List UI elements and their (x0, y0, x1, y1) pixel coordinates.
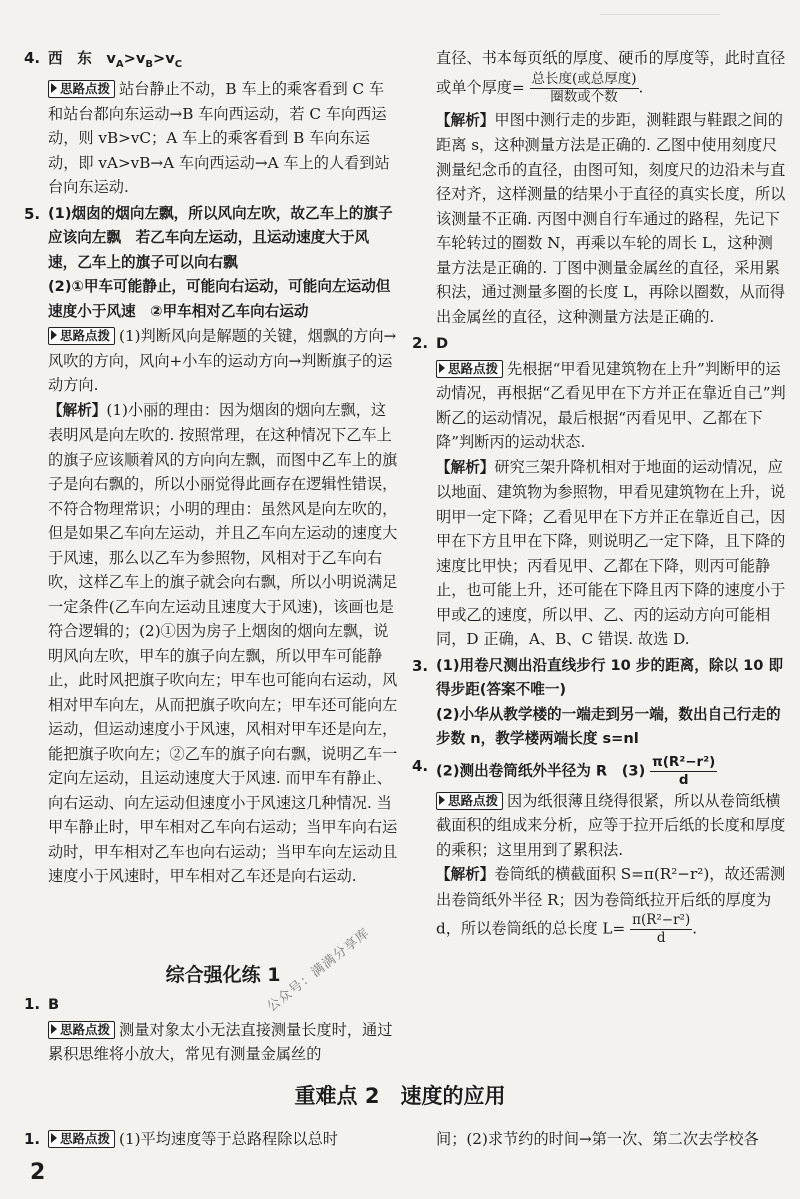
arrow-icon (51, 330, 57, 340)
hint-block (436, 357, 786, 455)
section-heading-text: 重难点 2 速度的应用 (283, 1084, 518, 1108)
fraction (530, 71, 639, 106)
continued-sentence: 直径、书本每页纸的厚度、硬币的厚度等，此时直径或单个厚度= (436, 49, 786, 96)
question-number: 5. (24, 204, 41, 223)
answer-text: (2)测出卷筒纸外半径为 R (3) (436, 762, 646, 779)
question-4-right (412, 753, 786, 948)
question-number: 3. (412, 656, 429, 675)
hint-text: (1)判断风向是解题的关键，烟飘的方向→风吹的方向，风向+小车的运动方向→判断旗子的运动方向. (48, 327, 397, 395)
hint-text: (1)平均速度等于总路程除以总时 (119, 1130, 338, 1148)
question-2 (412, 331, 786, 652)
analysis-label: 【解析】 (48, 401, 107, 419)
fraction-denominator: d (678, 771, 689, 788)
analysis-block (436, 455, 786, 652)
answer-part-1: (1)用卷尺测出沿直线步行 10 步的距离，除以 10 即得步距(答案不唯一) (436, 656, 784, 698)
hint-text-continued: 间；(2)求节约的时间→第一次、第二次去学校各 (436, 1130, 759, 1148)
left-column (24, 46, 398, 891)
analysis-label: 【解析】 (436, 458, 495, 476)
analysis-text: 研究三架升降机相对于地面的运动情况，应以地面、建筑物为参照物，甲看见建筑物在上升，说明甲一定下降；乙看见甲在下方并正在靠近自己，因甲在下方且甲在下降，则说明乙一定下降，且下降的速度比甲快；丙看见甲、乙都在下降，则丙可能静止，也可能上升，还可能在下降且丙下降的速度小于甲或乙的速度，所以甲、乙、丙的运动方向可能相同，D 正确，A、B、C 错误. 故选 D. (436, 457, 786, 648)
answer-text: 西 东 $v_A>v_B>v_C$ (48, 50, 183, 70)
header-rule (600, 14, 720, 15)
fraction (630, 912, 692, 947)
question-4 (24, 46, 398, 200)
analysis-text: (1)小丽的理由：因为烟囱的烟向左飘，这表明风是向左吹的. 按照常理，在这种情况下乙车上的旗子应该顺着风的方向向左飘，而图中乙车上的旗子是向右飘的，所以小丽觉得此画存在逻辑性错误，不符合物理常识；小明的理由：虽然风是向左吹的，但是如果乙车向左运动，并且乙车向左运动的速度大于风速，那么以乙车为参照物，风相对于乙车向右吹，这样乙车上的旗子就会向右飘，所以小明说满足一定条件(乙车向左运动且速度大于风速)，该画也是符合逻辑的；(2)①因为房子上烟囱的烟向左飘，说明风向左吹，甲车的旗子向左飘，所以甲车可能静止，此时风把旗子吹向左；甲车也可能向右运动，风相对甲车向左，从而把旗子吹向左；甲车还可能向左运动，但运动速度小于风速，风相对甲车还是向左，能把旗子吹向左；②乙车的旗子向右飘，说明乙车一定向左运动，且运动速度大于风速. 而甲车有静止、向右运动、向左运动但速度小于风速这几种情况. 当甲车静止时，甲车相对乙车向右运动；当甲车向右运动时，甲车相对乙车也向右运动；当甲车向左运动且速度小于风速时，甲车相对乙车还是向右运动. (48, 400, 398, 886)
analysis-label: 【解析】 (436, 866, 495, 883)
analysis-text: 卷筒纸的横截面积 S=π(R²−r²)，故还需测出卷筒纸外半径 R；因为卷筒纸拉开后纸的厚度为 d，所以卷筒纸的总长度 L= (436, 865, 786, 938)
hint-tag: 思路点拨 (48, 327, 115, 345)
fraction-denominator: 圈数或个数 (550, 88, 618, 105)
hint-tag: 思路点拨 (436, 792, 503, 810)
watermark: 公众号：满满分享库 (264, 925, 373, 1015)
question-5 (24, 202, 398, 889)
answer-part-2: (2)①甲车可能静止，可能向右运动，可能向左运动但速度小于风速 ②甲车相对乙车向右运动 (48, 278, 391, 320)
analysis-text: 甲图中测行走的步距，测鞋跟与鞋跟之间的距离 s，这种测量方法是正确的. 乙图中使用刻度尺测量纪念币的直径，由图可知，刻度尺的边沿未与直径对齐，这样测量的结果小于直径的真实长度，所以该测量不正确. 丙图中测自行车通过的路程，先记下车轮转过的圈数 N，再乘以车轮的周长 L，这种测量方法是正确的. 丁图中测量金属丝的直径，采用累积法，通过测量多圈的长度 L，再除以圈数，从而得出金属丝的直径，这种测量方法是正确的. (436, 110, 786, 326)
analysis-block (436, 862, 786, 947)
hint-tag: 思路点拨 (48, 1130, 115, 1148)
answer-text: D (436, 335, 449, 352)
analysis-block (436, 108, 786, 330)
answer-part-2: (2)小华从教学楼的一端走到另一端，数出自己行走的步数 n，教学楼两端长度 s=nl (436, 705, 781, 747)
continued-text (436, 46, 786, 106)
arrow-icon (51, 83, 57, 93)
question-number: 4. (24, 49, 41, 67)
hint-block (48, 1018, 398, 1067)
bottom-question-1-continued (436, 1127, 776, 1151)
bottom-question-1 (24, 1127, 398, 1151)
fraction-numerator: 总长度(或总厚度) (531, 70, 637, 87)
hint-block (48, 324, 398, 398)
left-column-lower (24, 992, 398, 1069)
arrow-icon (51, 1024, 57, 1034)
hint-text: 因为纸很薄且绕得很紧，所以从卷筒纸横截面积的组成来分析，应等于拉开后纸的长度和厚度的乘积；这里用到了累积法. (436, 791, 786, 859)
answer-text: B (48, 996, 60, 1013)
fraction (650, 754, 717, 789)
question-1 (24, 992, 398, 1067)
page-number: 2 (30, 1160, 46, 1185)
right-column (412, 46, 786, 949)
hint-tag: 思路点拨 (48, 1021, 115, 1039)
fraction-denominator: d (656, 930, 666, 946)
period: . (638, 78, 644, 96)
fraction-numerator: π(R²−r²) (632, 912, 691, 928)
hint-text: 测量对象太小无法直接测量长度时，通过累积思维将小放大，常见有测量金属丝的 (48, 1020, 393, 1063)
analysis-block (48, 398, 398, 889)
hint-text: 站台静止不动，B 车上的乘客看到 C 车和站台都向东运动→B 车向西运动，若 C 车向西运动，则 vB>vC；A 车上的乘客看到 B 车向东运动，即 vA>vB→A 车向西运动→A 车上的人看到站台向东运动. (48, 80, 390, 197)
question-number: 1. (24, 1130, 41, 1148)
arrow-icon (439, 795, 445, 805)
section-title: 综合强化练 1 (165, 964, 281, 986)
question-number: 4. (412, 756, 429, 775)
hint-tag: 思路点拨 (436, 360, 503, 378)
fraction-numerator: π(R²−r²) (652, 753, 716, 770)
hint-text: 先根据“甲看见建筑物在上升”判断甲的运动情况，再根据“乙看见甲在下方并正在靠近自己”判断乙的运动情况，最后根据“丙看见甲、乙都在下降”判断丙的运动状态. (436, 359, 786, 451)
arrow-icon (51, 1133, 57, 1143)
hint-block (48, 77, 398, 200)
question-number: 2. (412, 334, 429, 352)
question-number: 1. (24, 995, 41, 1013)
answer-part-1: (1)烟囱的烟向左飘，所以风向左吹，故乙车上的旗子应该向左飘 若乙车向左运动，且运动速度大于风速，乙车上的旗子可以向右飘 (48, 204, 393, 271)
hint-tag: 思路点拨 (48, 80, 115, 98)
analysis-label: 【解析】 (436, 111, 495, 129)
hint-block (436, 789, 786, 863)
period: . (692, 919, 698, 938)
section-heading (0, 1080, 800, 1110)
arrow-icon (439, 363, 445, 373)
question-3 (412, 654, 786, 752)
